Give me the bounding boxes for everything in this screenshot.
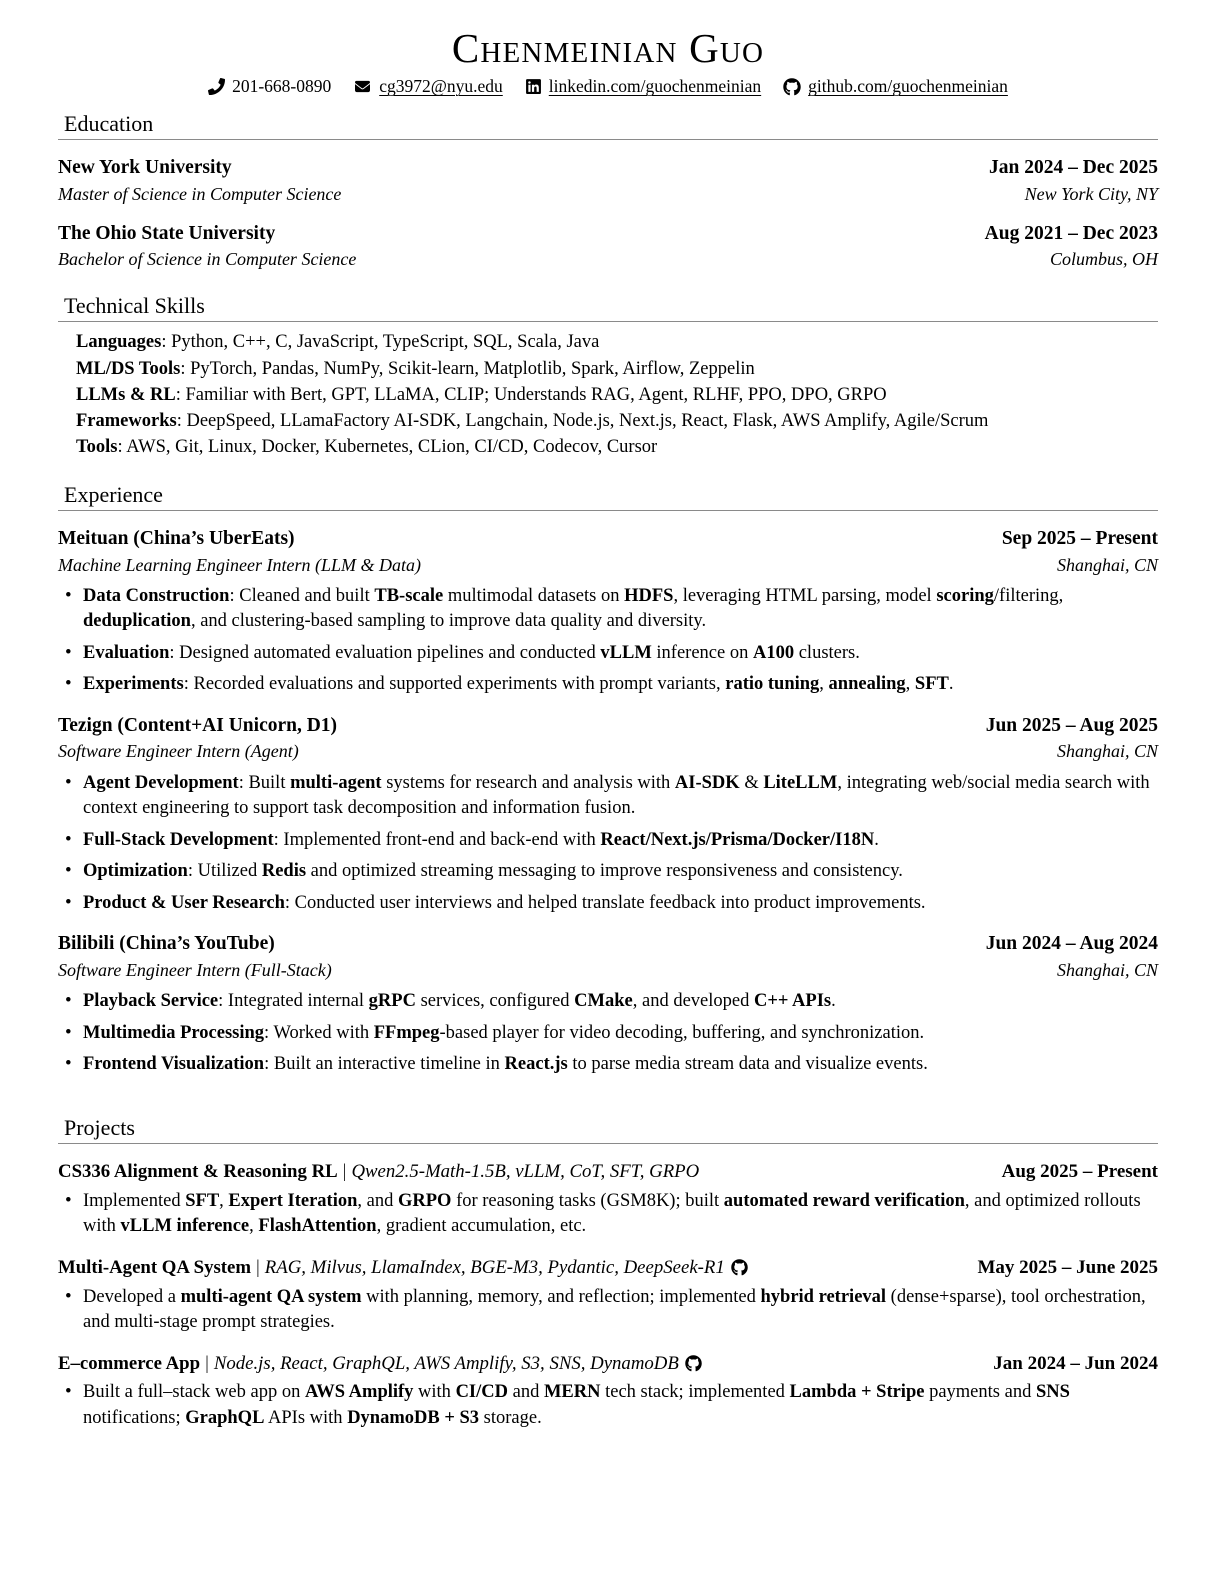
school-location: New York City, NY [1024,183,1158,204]
skill-value: PyTorch, Pandas, NumPy, Scikit-learn, Matplotlib, Spark, Airflow, Zeppelin [190,358,755,379]
contact-email[interactable] [353,78,503,96]
bullet-item: • Optimization: Utilized Redis and optimized streaming messaging to improve responsiveness and consistency. [58,859,1158,885]
skill-label: Tools [76,437,118,458]
bullet-list [58,989,1158,1078]
github-icon[interactable] [731,1259,748,1276]
job-title: Machine Learning Engineer Intern (LLM & Data) [58,554,421,575]
bullet-list [58,584,1158,698]
education-entry [58,155,1158,206]
project-entry [58,1160,1158,1240]
job-location: Shanghai, CN [1056,741,1158,762]
project-title [58,1256,748,1280]
skills-list [58,329,1158,460]
contact-row [58,78,1158,96]
contact-phone [208,78,331,96]
job-title: Software Engineer Intern (Full-Stack) [58,959,332,980]
project-stack: Node.js, React, GraphQL, AWS Amplify, S3, SNS, DynamoDB [213,1352,679,1374]
github-icon[interactable] [685,1355,702,1372]
skill-value: DeepSpeed, LLamaFactory AI-SDK, Langchain, Node.js, Next.js, React, Flask, AWS Amplify, Agile/Scrum [186,411,989,432]
section-heading-skills: Technical Skills [64,292,205,318]
experience-entry [58,931,1158,1077]
skill-line: Tools: AWS, Git, Linux, Docker, Kubernetes, CLion, CI/CD, Codecov, Cursor [76,437,658,458]
skill-value: Familiar with Bert, GPT, LLaMA, CLIP; Understands RAG, Agent, RLHF, PPO, DPO, GRPO [185,384,887,405]
project-entry [58,1352,1158,1432]
education-entry [58,221,1158,272]
bullet-item: • Frontend Visualization: Built an interactive timeline in React.js to parse media stream data and visualize events. [58,1052,1158,1078]
project-entry [58,1256,1158,1336]
phone-icon [208,78,225,95]
skill-label: Frameworks [76,411,177,432]
skill-value: Python, C++, C, JavaScript, TypeScript, SQL, Scala, Java [171,332,600,353]
section-heading-experience: Experience [64,481,163,507]
skill-value: AWS, Git, Linux, Docker, Kubernetes, CLion, CI/CD, Codecov, Cursor [126,437,658,458]
project-stack: RAG, Milvus, LlamaIndex, BGE-M3, Pydantic, DeepSeek-R1 [264,1256,725,1278]
bullet-item: • Playback Service: Integrated internal gRPC services, configured CMake, and developed C++ APIs. [58,989,1158,1015]
degree: Bachelor of Science in Computer Science [58,249,357,270]
company-name: Meituan (China’s UberEats) [58,528,295,550]
bullet-item: • Experiments: Recorded evaluations and supported experiments with prompt variants, ratio tuning, annealing, SFT. [58,672,1158,698]
bullet-item: • Built a full–stack web app on AWS Amplify with CI/CD and MERN tech stack; implemented Lambda + Stripe payments and SNS notifications; GraphQL APIs with DynamoDB + S3 storage. [58,1380,1158,1431]
skill-label: ML/DS Tools [76,358,181,379]
github-icon [783,78,801,96]
contact-email-text[interactable]: cg3972@nyu.edu [379,76,503,97]
skill-line: Languages: Python, C++, C, JavaScript, TypeScript, SQL, Scala, Java [76,332,600,353]
section-rule [58,510,1158,511]
bullet-item: • Developed a multi-agent QA system with planning, memory, and reflection; implemented hybrid retrieval (dense+sparse), tool orchestration, and multi-stage prompt strategies. [58,1285,1158,1336]
skill-line: LLMs & RL: Familiar with Bert, GPT, LLaMA, CLIP; Understands RAG, Agent, RLHF, PPO, DPO, GRPO [76,384,887,405]
contact-github[interactable] [783,78,1008,96]
company-name: Bilibili (China’s YouTube) [58,933,275,955]
skill-label: Languages [76,332,162,353]
skill-line: ML/DS Tools: PyTorch, Pandas, NumPy, Scikit-learn, Matplotlib, Spark, Airflow, Zeppelin [76,358,755,379]
experience-entry [58,526,1158,698]
bullet-list [58,1189,1158,1240]
bullet-item: • Full-Stack Development: Implemented front-end and back-end with React/Next.js/Prisma/Docker/I18N. [58,828,1158,854]
degree: Master of Science in Computer Science [58,183,342,204]
school-dates: Aug 2021 – Dec 2023 [984,223,1158,245]
bullet-list [58,1380,1158,1431]
section-skills [58,292,1158,461]
school-dates: Jan 2024 – Dec 2025 [989,157,1158,179]
section-education [58,110,1158,272]
bullet-list [58,771,1158,917]
bullet-item: • Evaluation: Designed automated evaluation pipelines and conducted vLLM inference on A100 clusters. [58,641,1158,667]
contact-linkedin-text[interactable]: linkedin.com/guochenmeinian [548,76,762,97]
school-name: The Ohio State University [58,223,276,245]
project-dates: Aug 2025 – Present [1001,1161,1158,1183]
title-separator: | [205,1352,209,1374]
job-title: Software Engineer Intern (Agent) [58,741,299,762]
section-rule [58,139,1158,140]
company-dates: Jun 2024 – Aug 2024 [985,933,1158,955]
job-location: Shanghai, CN [1056,959,1158,980]
section-projects [58,1114,1158,1432]
school-location: Columbus, OH [1049,249,1158,270]
linkedin-icon [525,78,542,95]
school-name: New York University [58,157,232,179]
title-separator: | [342,1161,347,1183]
contact-linkedin[interactable] [525,78,761,96]
bullet-item: • Multimedia Processing: Worked with FFmpeg-based player for video decoding, buffering, and synchronization. [58,1021,1158,1047]
project-name: CS336 Alignment & Reasoning RL [58,1161,338,1183]
company-name: Tezign (Content+AI Unicorn, D1) [58,715,338,736]
experience-list [58,526,1158,1077]
bullet-item: • Data Construction: Cleaned and built TB-scale multimodal datasets on HDFS, leveraging HTML parsing, model scoring/filtering, deduplication, and clustering-based sampling to improve data quality and diversity. [58,584,1158,635]
experience-entry [58,713,1158,916]
title-separator: | [256,1256,260,1278]
section-rule [58,1143,1158,1144]
section-heading-education: Education [64,110,154,136]
section-heading-projects: Projects [64,1114,135,1140]
project-name: Multi-Agent QA System [58,1256,252,1278]
bullet-list [58,1285,1158,1336]
project-title [58,1160,699,1184]
section-experience [58,481,1158,1078]
contact-phone-text: 201-668-0890 [232,76,332,97]
project-dates: May 2025 – June 2025 [977,1256,1158,1278]
project-stack: Qwen2.5-Math-1.5B, vLLM, CoT, SFT, GRPO [351,1161,700,1183]
project-dates: Jan 2024 – Jun 2024 [993,1352,1158,1374]
company-dates: Jun 2025 – Aug 2025 [985,715,1158,736]
envelope-icon [353,79,372,94]
job-location: Shanghai, CN [1056,554,1158,575]
projects-list [58,1160,1158,1431]
skill-line: Frameworks: DeepSpeed, LLamaFactory AI-SDK, Langchain, Node.js, Next.js, React, Flask, AWS Amplify, Agile/Scrum [76,411,989,432]
project-name: E–commerce App [58,1352,201,1374]
bullet-item: • Implemented SFT, Expert Iteration, and GRPO for reasoning tasks (GSM8K); built automated reward verification, and optimized rollouts with vLLM inference, FlashAttention, gradient accumulation, etc. [58,1189,1158,1240]
section-rule [58,321,1158,322]
bullet-item: • Agent Development: Built multi-agent systems for research and analysis with AI-SDK & LiteLLM, integrating web/social media search with context engineering to support task decomposition and information fusion. [58,771,1158,822]
page-title: Chenmeinian Guo [451,25,765,71]
company-dates: Sep 2025 – Present [1001,528,1158,550]
skill-label: LLMs & RL [76,384,176,405]
contact-github-text[interactable]: github.com/guochenmeinian [808,76,1008,97]
bullet-item: • Product & User Research: Conducted user interviews and helped translate feedback into product improvements. [58,891,1158,917]
project-title [58,1352,702,1376]
